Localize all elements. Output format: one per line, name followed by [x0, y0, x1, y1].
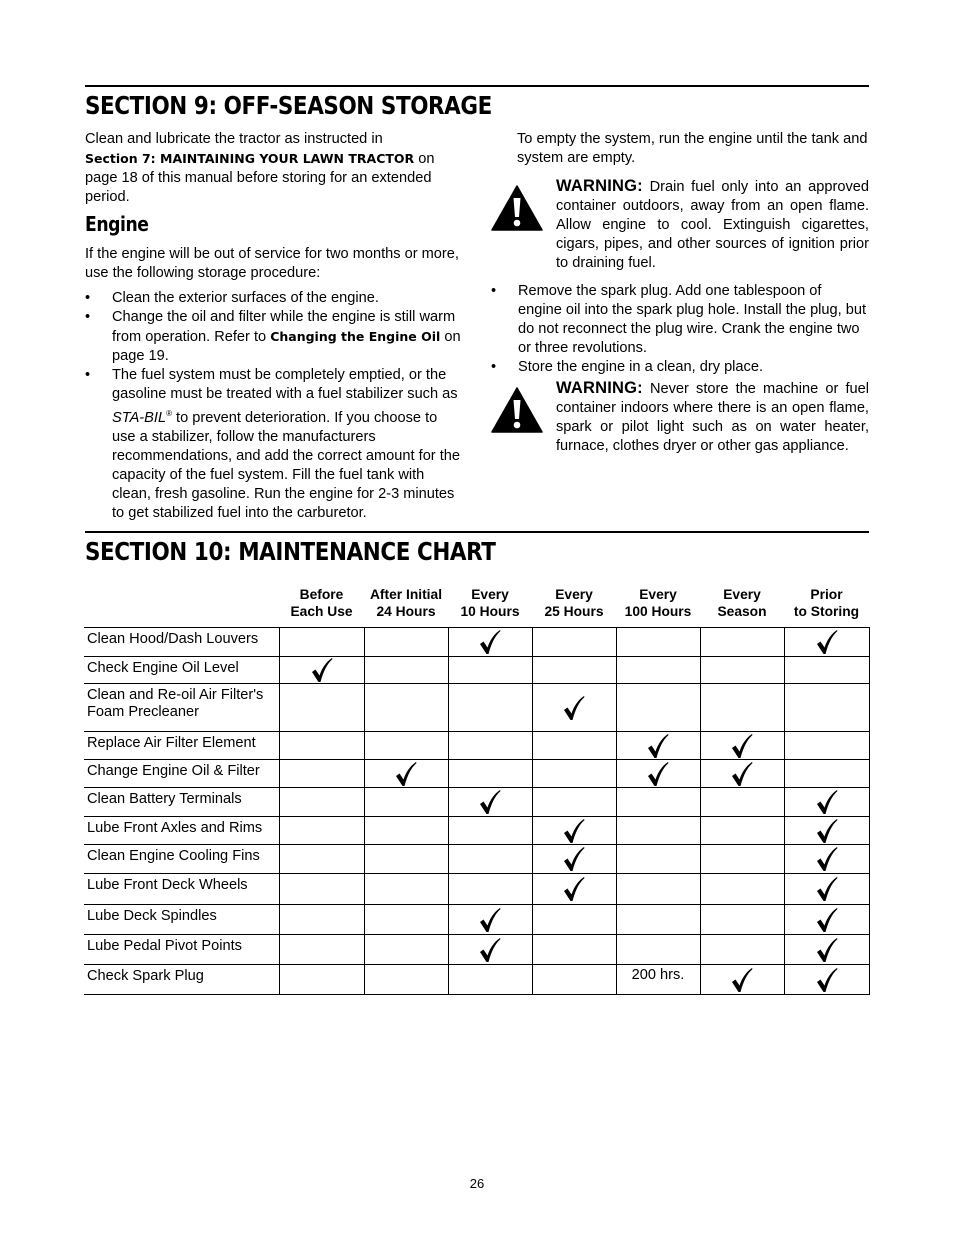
interval-note: 200 hrs. [631, 967, 685, 983]
interval-cell [364, 935, 448, 965]
interval-cell [532, 628, 616, 657]
interval-cell [364, 874, 448, 905]
task-column-header [84, 586, 279, 628]
warning-storage: WARNING: Never store the machine or fuel container indoors where there is an open flame, spark or pilot light such as on water heater, furnace, clothes dryer or other gas appliance. [491, 379, 869, 456]
task-cell: Clean Engine Cooling Fins [84, 845, 279, 874]
interval-cell [364, 628, 448, 657]
interval-cell [784, 817, 869, 845]
interval-cell [364, 965, 448, 995]
maintenance-chart-body [84, 628, 869, 995]
checkmark-icon [563, 846, 585, 872]
table-row [84, 684, 869, 732]
section7-reference: Section 7: MAINTAINING YOUR LAWN TRACTOR [85, 151, 415, 166]
interval-cell [532, 935, 616, 965]
interval-cell [364, 905, 448, 935]
interval-cell [448, 935, 532, 965]
interval-cell [700, 965, 784, 995]
interval-cell [448, 732, 532, 760]
interval-cell [700, 628, 784, 657]
interval-cell [279, 657, 364, 684]
interval-cell [279, 905, 364, 935]
sta-bil-brand: STA-BIL [112, 409, 167, 426]
section9-right-column [517, 130, 869, 456]
interval-cell [532, 732, 616, 760]
list-item: • Store the engine in a clean, dry place. [491, 358, 869, 377]
interval-cell [448, 965, 532, 995]
interval-cell [532, 905, 616, 935]
interval-cell [448, 684, 532, 732]
interval-cell [616, 874, 700, 905]
interval-cell [448, 788, 532, 817]
page-number: 26 [469, 1176, 485, 1191]
interval-cell [616, 788, 700, 817]
checkmark-icon [816, 937, 838, 963]
interval-cell [448, 628, 532, 657]
interval-cell [616, 760, 700, 788]
list-item: • Change the oil and filter while the engine is still warm from operation. Refer to Changing the Engine Oil on page 19. [85, 308, 463, 366]
interval-cell [448, 845, 532, 874]
interval-cell [364, 817, 448, 845]
checkmark-icon [563, 695, 585, 721]
list-item: • Remove the spark plug. Add one tablespoon of engine oil into the spark plug hole. Install the plug, but do not reconnect the plug wire. Crank the engine two or three revolutions. [491, 282, 869, 358]
checkmark-icon [563, 876, 585, 902]
warning-icon [491, 185, 543, 231]
interval-cell [279, 935, 364, 965]
interval-cell [700, 760, 784, 788]
interval-cell [700, 657, 784, 684]
table-row [84, 845, 869, 874]
table-row [84, 965, 869, 995]
interval-cell [616, 657, 700, 684]
interval-cell [700, 788, 784, 817]
interval-cell [364, 732, 448, 760]
interval-column-header: Every 25 Hours [544, 587, 604, 619]
interval-cell [616, 684, 700, 732]
interval-cell [784, 788, 869, 817]
checkmark-icon [816, 846, 838, 872]
interval-cell [532, 965, 616, 995]
section10-title: SECTION 10: MAINTENANCE CHART [85, 537, 496, 566]
interval-cell [616, 817, 700, 845]
interval-cell [448, 874, 532, 905]
section9-rule [85, 85, 869, 87]
interval-cell [279, 628, 364, 657]
task-cell: Lube Pedal Pivot Points [84, 935, 279, 965]
interval-cell [616, 965, 700, 995]
engine-storage-list-2 [491, 282, 869, 377]
interval-cell [784, 732, 869, 760]
checkmark-icon [479, 907, 501, 933]
interval-cell [364, 788, 448, 817]
table-row [84, 817, 869, 845]
task-cell: Clean Hood/Dash Louvers [84, 628, 279, 657]
empty-system-text: To empty the system, run the engine until the tank and system are empty. [517, 131, 868, 166]
table-row [84, 788, 869, 817]
table-row [84, 935, 869, 965]
interval-cell [532, 788, 616, 817]
interval-cell [279, 760, 364, 788]
interval-cell [448, 905, 532, 935]
interval-cell [279, 732, 364, 760]
interval-column-header: Every 10 Hours [460, 587, 520, 619]
table-row [84, 905, 869, 935]
section9-left-column [85, 130, 463, 523]
maintenance-chart-header [84, 586, 869, 628]
interval-column-header: Every Season [717, 587, 767, 619]
checkmark-icon [563, 818, 585, 844]
interval-cell [616, 628, 700, 657]
interval-column-header: Every 100 Hours [624, 587, 692, 619]
interval-cell [616, 732, 700, 760]
task-cell: Change Engine Oil & Filter [84, 760, 279, 788]
checkmark-icon [816, 629, 838, 655]
interval-cell [364, 760, 448, 788]
table-row [84, 874, 869, 905]
interval-cell [279, 845, 364, 874]
interval-cell [279, 788, 364, 817]
checkmark-icon [816, 818, 838, 844]
interval-cell [784, 628, 869, 657]
interval-cell [616, 935, 700, 965]
interval-cell [616, 905, 700, 935]
checkmark-icon [731, 761, 753, 787]
warning-label: WARNING: [556, 177, 643, 195]
interval-cell [784, 905, 869, 935]
warning-fuel: WARNING: Drain fuel only into an approved container outdoors, away from an open flame. Allow engine to cool. Extinguish cigarettes, cigars, pipes, and other sources of ignition prior to draining fuel. [491, 177, 869, 273]
checkmark-icon [647, 761, 669, 787]
checkmark-icon [479, 937, 501, 963]
engine-intro: If the engine will be out of service for two months or more, use the following storage procedure: [85, 246, 459, 281]
interval-cell [532, 684, 616, 732]
interval-cell [364, 684, 448, 732]
interval-cell [279, 874, 364, 905]
checkmark-icon [816, 789, 838, 815]
interval-cell [784, 657, 869, 684]
interval-cell [700, 732, 784, 760]
checkmark-icon [816, 907, 838, 933]
interval-cell [279, 817, 364, 845]
interval-column-header: Before Each Use [290, 587, 353, 619]
task-cell: Check Spark Plug [84, 965, 279, 995]
interval-cell [784, 845, 869, 874]
engine-oil-reference: Changing the Engine Oil [270, 329, 441, 344]
interval-cell [364, 657, 448, 684]
interval-cell [532, 760, 616, 788]
interval-column-header: After Initial 24 Hours [369, 587, 443, 619]
task-cell: Lube Deck Spindles [84, 905, 279, 935]
interval-cell [784, 684, 869, 732]
interval-column-header: Prior to Storing [793, 587, 860, 619]
interval-cell [532, 845, 616, 874]
section9-title: SECTION 9: OFF-SEASON STORAGE [85, 91, 492, 120]
interval-cell [279, 684, 364, 732]
interval-cell [532, 657, 616, 684]
engine-heading: Engine [85, 212, 149, 236]
section9-intro: Clean and lubricate the tractor as instructed in Section 7: MAINTAINING YOUR LAWN TRACTOR on page 18 of this manual before storing for an extended period. [85, 131, 435, 205]
checkmark-icon [816, 876, 838, 902]
interval-cell [448, 760, 532, 788]
checkmark-icon [311, 657, 333, 683]
interval-cell [700, 684, 784, 732]
interval-cell [784, 874, 869, 905]
table-row [84, 760, 869, 788]
checkmark-icon [731, 967, 753, 993]
interval-cell [700, 905, 784, 935]
interval-cell [364, 845, 448, 874]
task-cell: Lube Front Deck Wheels [84, 874, 279, 905]
interval-cell [448, 817, 532, 845]
interval-cell [532, 874, 616, 905]
list-item: • Clean the exterior surfaces of the engine. [85, 289, 463, 308]
table-row [84, 657, 869, 684]
interval-cell [532, 817, 616, 845]
warning-label: WARNING: [556, 379, 643, 397]
interval-cell [616, 845, 700, 874]
list-item: • The fuel system must be completely emptied, or the gasoline must be treated with a fuel stabilizer such as STA-BIL® to prevent deterioration. If you choose to use a stabilizer, follow the manufacturers recommendations, and add the correct amount for the capacity of the fuel system. Fill the fuel tank with clean, fresh gasoline. Run the engine for 2-3 minutes to get stabilized fuel into the carburetor. [85, 366, 463, 523]
checkmark-icon [395, 761, 417, 787]
interval-cell [279, 965, 364, 995]
task-cell: Replace Air Filter Element [84, 732, 279, 760]
table-row [84, 732, 869, 760]
maintenance-chart [84, 586, 870, 995]
section10-rule [85, 531, 869, 533]
interval-cell [700, 935, 784, 965]
warning-icon [491, 387, 543, 433]
checkmark-icon [479, 629, 501, 655]
checkmark-icon [731, 733, 753, 759]
interval-cell [700, 874, 784, 905]
interval-cell [784, 965, 869, 995]
checkmark-icon [816, 967, 838, 993]
checkmark-icon [479, 789, 501, 815]
task-cell: Clean and Re-oil Air Filter's Foam Precleaner [84, 684, 279, 732]
task-cell: Clean Battery Terminals [84, 788, 279, 817]
interval-cell [784, 760, 869, 788]
table-row [84, 628, 869, 657]
interval-cell [784, 935, 869, 965]
task-cell: Lube Front Axles and Rims [84, 817, 279, 845]
checkmark-icon [647, 733, 669, 759]
engine-storage-list [85, 289, 463, 523]
interval-cell [448, 657, 532, 684]
interval-cell [700, 845, 784, 874]
interval-cell [700, 817, 784, 845]
task-cell: Check Engine Oil Level [84, 657, 279, 684]
